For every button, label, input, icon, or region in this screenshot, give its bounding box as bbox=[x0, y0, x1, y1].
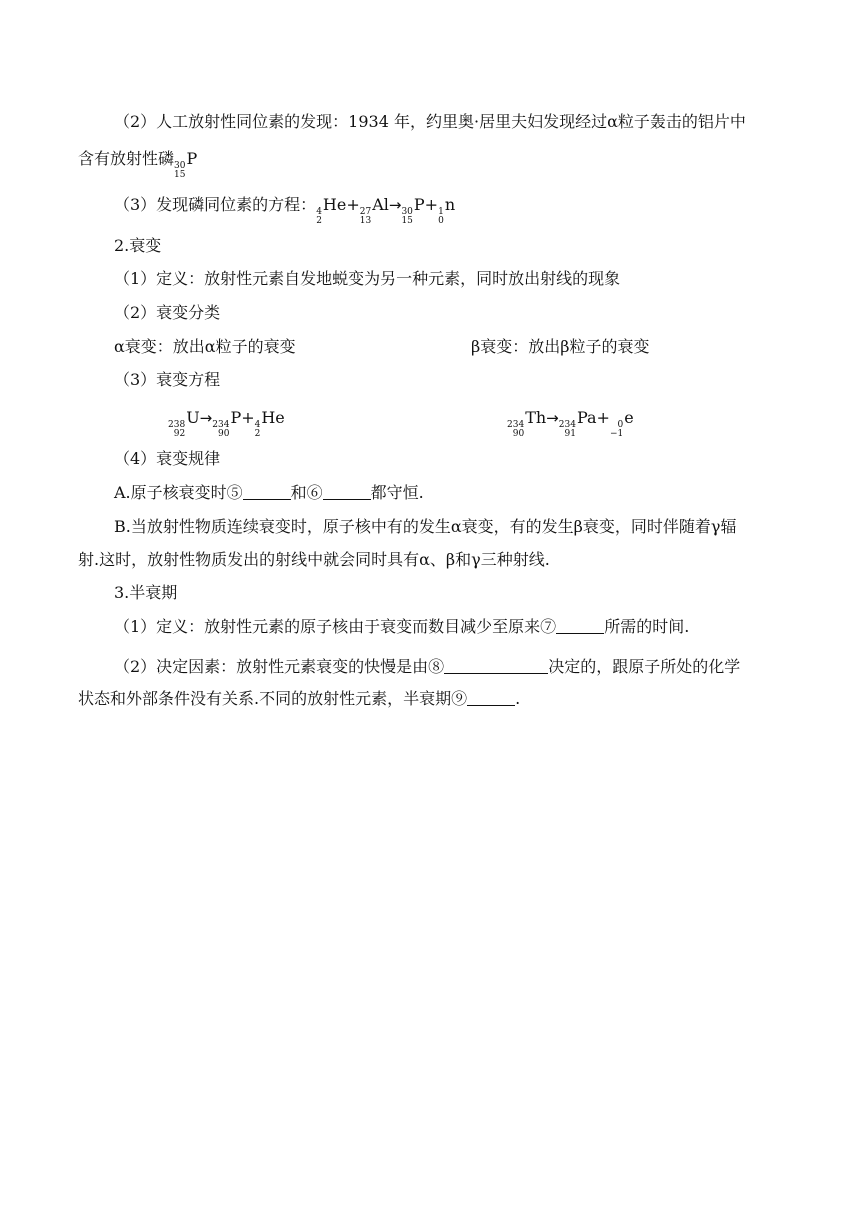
alpha-decay-text: α衰变：放出α粒子的衰变 bbox=[114, 337, 296, 356]
factor-line2-text1: 状态和外部条件没有关系.不同的放射性元素，半衰期⑨ bbox=[78, 689, 468, 708]
blank-7[interactable] bbox=[556, 619, 604, 634]
factor-text1: （2）决定因素：放射性元素衰变的快慢是由⑧ bbox=[114, 657, 445, 676]
arrow-icon: → bbox=[546, 409, 559, 427]
half-life-factor-line2 bbox=[78, 688, 520, 710]
half-life-def-text1: （1）定义：放射性元素的原子核由于衰变而数目减少至原来⑦ bbox=[114, 617, 557, 636]
half-life-def-text2: 所需的时间. bbox=[604, 617, 690, 636]
alpha-decay-equation bbox=[168, 407, 285, 439]
blank-5[interactable] bbox=[243, 485, 291, 500]
heading-half-life: 3.半衰期 bbox=[114, 583, 178, 602]
nuclide-e: 0 −1 e bbox=[609, 408, 634, 439]
beta-decay-equation bbox=[507, 407, 634, 439]
plus-sign: + bbox=[424, 195, 439, 214]
rule-b-line2: 射.这时，放射性物质发出的射线中就会同时具有α、β和γ三种射线. bbox=[78, 550, 550, 569]
arrow-icon: → bbox=[199, 409, 213, 427]
nuclide-th: 234 90 Th bbox=[507, 408, 547, 439]
text-phosphorus: 含有放射性磷 bbox=[78, 149, 175, 168]
equation-label: （3）发现磷同位素的方程： bbox=[114, 195, 317, 214]
para-phosphorus-equation bbox=[114, 194, 455, 226]
decay-equation-label: （3）衰变方程 bbox=[114, 370, 221, 389]
para-artificial-isotope-line2 bbox=[78, 148, 197, 180]
arrow-icon: → bbox=[388, 196, 402, 214]
factor-line2-text2: . bbox=[515, 689, 521, 708]
nuclide-n: 1 0 n bbox=[438, 195, 456, 226]
para-artificial-isotope-line1: （2）人工放射性同位素的发现：1934 年，约里奥·居里夫妇发现经过α粒子轰击的铝片中 bbox=[114, 112, 746, 131]
blank-9[interactable] bbox=[467, 691, 515, 706]
half-life-definition bbox=[114, 616, 689, 638]
nuclide-he: 4 2 He bbox=[254, 408, 285, 439]
decay-rule-label: （4）衰变规律 bbox=[114, 449, 221, 468]
nuclide-pa: 234 91 Pa bbox=[558, 408, 597, 439]
nuclide-p: 234 90 P bbox=[212, 408, 242, 439]
decay-definition: （1）定义：放射性元素自发地蜕变为另一种元素，同时放出射线的现象 bbox=[114, 269, 621, 288]
decay-classification: （2）衰变分类 bbox=[114, 303, 221, 322]
plus-sign: + bbox=[596, 408, 610, 427]
nuclide-p: 30 15 P bbox=[401, 195, 425, 226]
plus-sign: + bbox=[346, 195, 360, 214]
nuclide-p30: 30 15 P bbox=[174, 149, 198, 180]
factor-text2: 决定的，跟原子所处的化学 bbox=[548, 657, 741, 676]
rule-a bbox=[114, 482, 424, 504]
nuclide-u: 238 92 U bbox=[168, 408, 200, 439]
rule-a-text3: 都守恒. bbox=[370, 483, 424, 502]
phosphorus-equation bbox=[316, 195, 456, 226]
nuclide-al: 27 13 Al bbox=[359, 195, 389, 226]
heading-decay: 2.衰变 bbox=[114, 236, 162, 255]
rule-a-text2: 和⑥ bbox=[290, 483, 323, 502]
beta-decay-text: β衰变：放出β粒子的衰变 bbox=[471, 337, 650, 356]
blank-8[interactable] bbox=[444, 659, 548, 674]
rule-b-line1: B.当放射性物质连续衰变时，原子核中有的发生α衰变，有的发生β衰变，同时伴随着γ辐 bbox=[114, 517, 737, 536]
nuclide-he: 4 2 He bbox=[316, 195, 347, 226]
plus-sign: + bbox=[241, 408, 255, 427]
half-life-factor-line1 bbox=[114, 656, 740, 678]
rule-a-text1: A.原子核衰变时⑤ bbox=[114, 483, 243, 502]
blank-6[interactable] bbox=[323, 485, 371, 500]
